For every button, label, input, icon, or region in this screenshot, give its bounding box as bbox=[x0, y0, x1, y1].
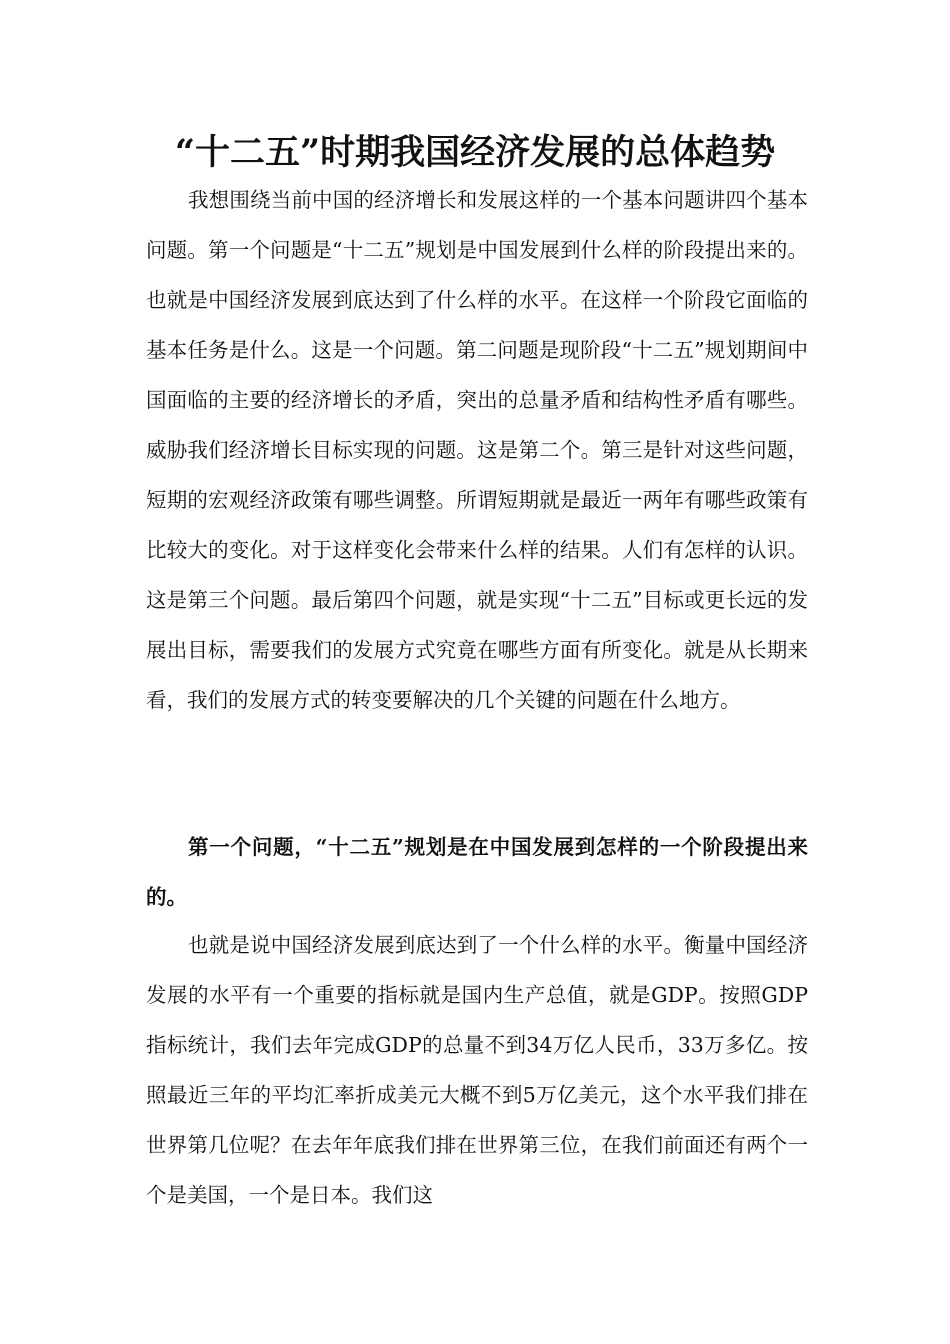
section-1-paragraph: 也就是说中国经济发展到底达到了一个什么样的水平。衡量中国经济发展的水平有一个重要的指标就是国内生产总值，就是GDP。按照GDP指标统计，我们去年完成GDP的总量不到34万亿人民币，33万多亿。按照最近三年的平均汇率折成美元大概不到5万亿美元，这个水平我们排在世界第几位呢？在去年年底我们排在世界第三位，在我们前面还有两个一个是美国，一个是日本。我们这 bbox=[146, 933, 808, 1207]
intro-paragraph: 我想围绕当前中国的经济增长和发展这样的一个基本问题讲四个基本问题。第一个问题是“十二五”规划是中国发展到什么样的阶段提出来的。也就是中国经济发展到底达到了什么样的水平。在这样一个阶段它面临的基本任务是什么。这是一个问题。第二问题是现阶段“十二五”规划期间中国面临的主要的经济增长的矛盾，突出的总量矛盾和结构性矛盾有哪些。威胁我们经济增长目标实现的问题。这是第二个。第三是针对这些问题，短期的宏观经济政策有哪些调整。所谓短期就是最近一两年有哪些政策有比较大的变化。对于这样变化会带来什么样的结果。人们有怎样的认识。这是第三个问题。最后第四个问题，就是实现“十二五”目标或更长远的发展出目标，需要我们的发展方式究竟在哪些方面有所变化。就是从长期来看，我们的发展方式的转变要解决的几个关键的问题在什么地方。 bbox=[146, 188, 808, 712]
document-title: “十二五”时期我国经济发展的总体趋势 bbox=[174, 132, 776, 173]
section-heading-1: 第一个问题，“十二五”规划是在中国发展到怎样的一个阶段提出来的。 bbox=[146, 835, 808, 909]
